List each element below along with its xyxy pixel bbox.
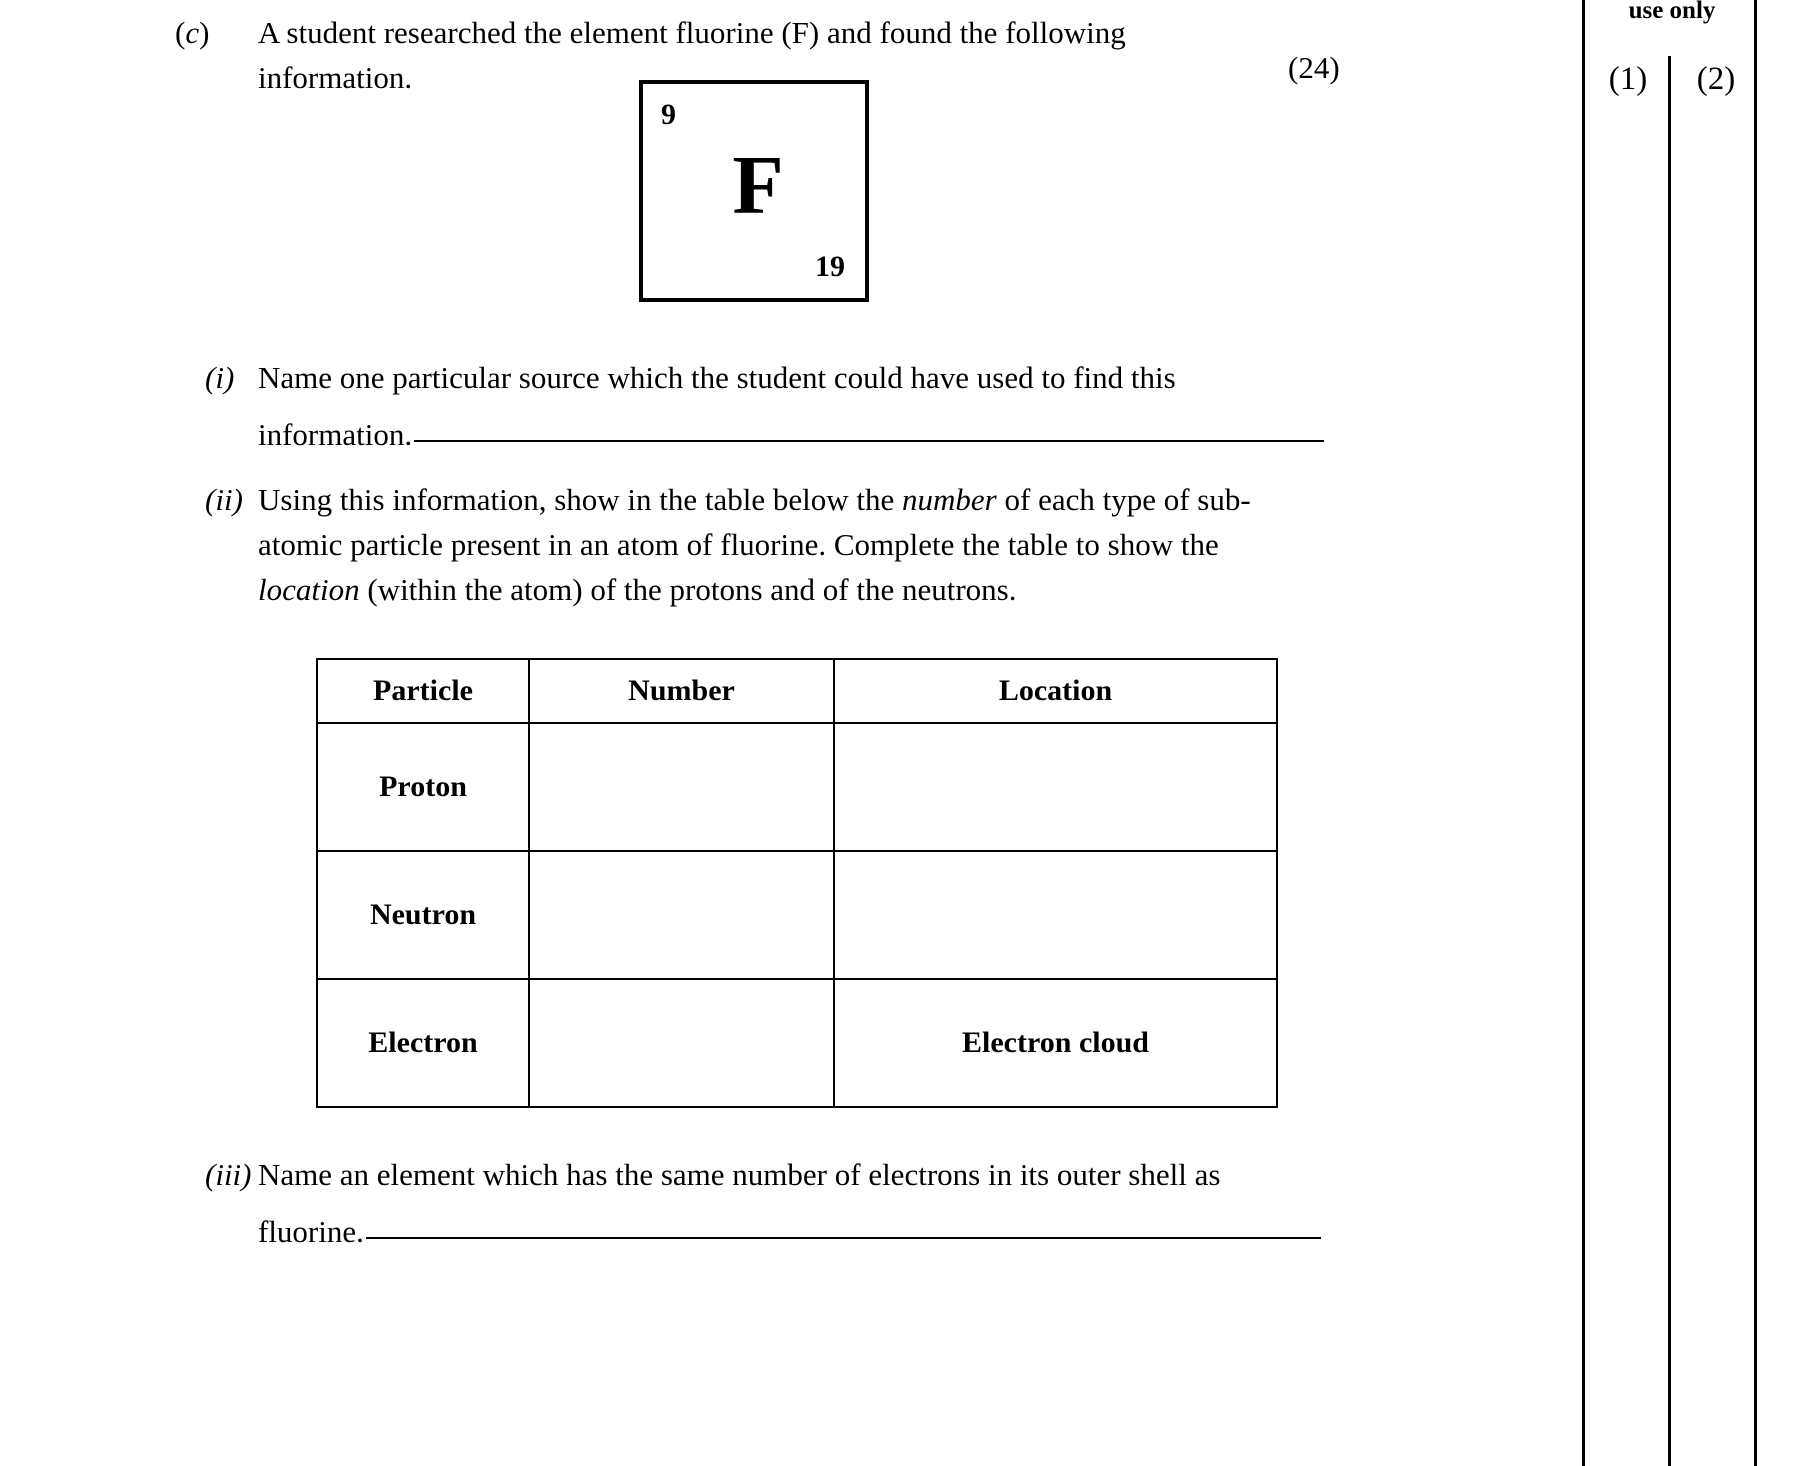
part-i-label: (i) xyxy=(205,360,235,395)
part-ii-text-2: of each type of sub-atomic particle present in an atom of fluorine. Complete the table to show the xyxy=(258,482,1251,562)
part-iii-label: (iii) xyxy=(205,1157,252,1192)
cell-location[interactable] xyxy=(834,851,1277,979)
atomic-number: 9 xyxy=(661,98,676,131)
part-ii-emph-number: number xyxy=(902,482,997,517)
part-ii-label: (ii) xyxy=(205,482,243,517)
column-header-particle: Particle xyxy=(317,659,529,723)
particle-table xyxy=(316,658,1278,1108)
margin-rule-middle xyxy=(1668,56,1671,1466)
element-symbol: F xyxy=(732,139,784,232)
part-c-label: (c) xyxy=(175,15,210,50)
margin-rule-right xyxy=(1754,0,1757,1466)
cell-particle: Proton xyxy=(317,723,529,851)
mark-box-1[interactable]: (1) xyxy=(1608,61,1648,97)
cell-particle: Electron xyxy=(317,979,529,1107)
part-i-answer-lead: information. xyxy=(258,417,413,452)
table-row xyxy=(317,723,1277,851)
table-row xyxy=(317,979,1277,1107)
table-row xyxy=(317,851,1277,979)
part-i-text: Name one particular source which the student could have used to find this xyxy=(258,360,1176,395)
part-ii-text-3: (within the atom) of the protons and of the neutrons. xyxy=(359,572,1017,607)
part-iii-answer-line[interactable] xyxy=(258,1209,1348,1254)
table-header-row xyxy=(317,659,1277,723)
margin-header-label: use only xyxy=(1628,0,1716,24)
part-iii-text: Name an element which has the same number of electrons in its outer shell as xyxy=(258,1157,1221,1192)
cell-number[interactable] xyxy=(529,979,834,1107)
cell-location[interactable] xyxy=(834,723,1277,851)
part-ii-text-1: Using this information, show in the table below the xyxy=(258,482,903,517)
margin-rule-left xyxy=(1582,0,1585,1466)
total-marks: (24) xyxy=(1288,50,1340,85)
cell-number[interactable] xyxy=(529,723,834,851)
element-info-box xyxy=(639,80,869,302)
mass-number: 19 xyxy=(815,250,845,283)
cell-particle: Neutron xyxy=(317,851,529,979)
part-i-answer-line[interactable] xyxy=(258,412,1348,457)
cell-location: Electron cloud xyxy=(834,979,1277,1107)
part-c-text: A student researched the element fluorine (F) and found the following information. xyxy=(258,15,1126,95)
part-iii-answer-lead: fluorine. xyxy=(258,1214,364,1249)
answer-rule[interactable] xyxy=(366,1237,1321,1239)
answer-rule[interactable] xyxy=(414,440,1324,442)
mark-box-2[interactable]: (2) xyxy=(1696,61,1736,97)
part-ii-emph-location: location xyxy=(258,572,360,607)
column-header-number: Number xyxy=(529,659,834,723)
column-header-location: Location xyxy=(834,659,1277,723)
part-ii-text xyxy=(258,477,1318,612)
cell-number[interactable] xyxy=(529,851,834,979)
